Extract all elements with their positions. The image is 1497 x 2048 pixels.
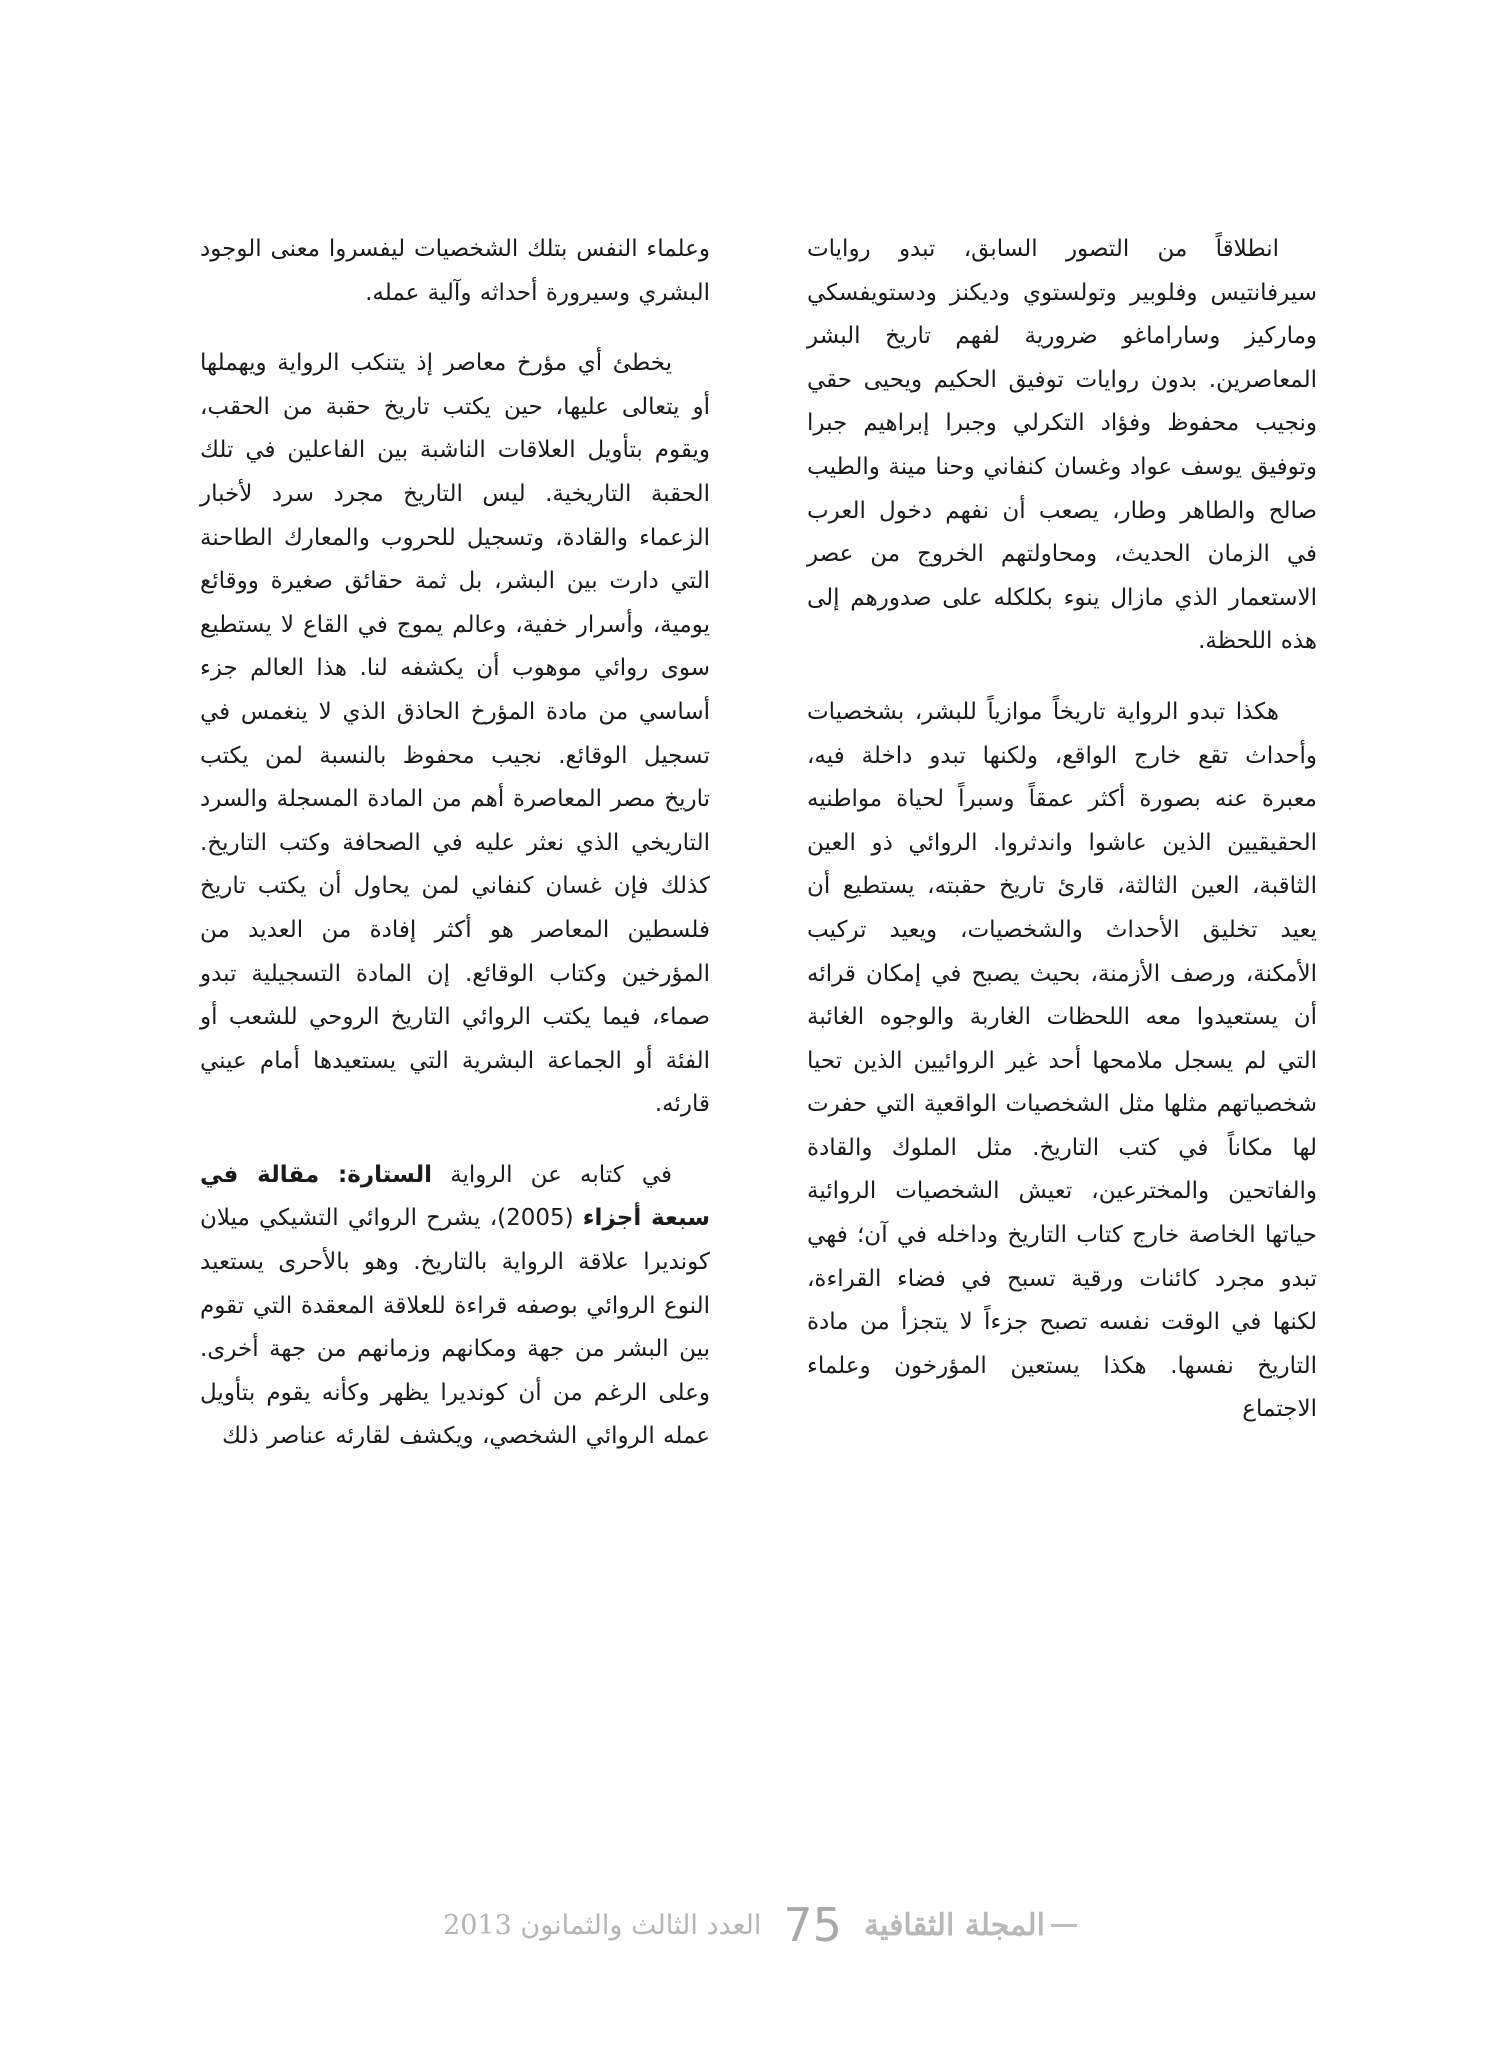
paragraph: انطلاقاً من التصور السابق، تبدو روايات سيرفانتيس وفلوبير وتولستوي وديكنز ودستويفسكي وماركيز وساراماغو ضرورية لفهم تاريخ البشر المعاصرين. بدون روايات توفيق الحكيم ويحيى حقي ونجيب محفوظ وفؤاد التكرلي وجبرا إبراهيم جبرا وتوفيق يوسف عواد وغسان كنفاني وحنا مينة والطيب صالح والطاهر وطار، يصعب أن نفهم دخول العرب في الزمان الحديث، ومحاولتهم الخروج من عصر الاستعمار الذي مازال ينوء بكلكله على صدورهم إلى هذه اللحظة. [807, 236, 1317, 655]
left-column [200, 228, 710, 1486]
paragraph [200, 1154, 710, 1459]
magazine-name: المجلة الثقافية [863, 1907, 1045, 1943]
paragraph: يخطئ أي مؤرخ معاصر إذ يتنكب الرواية ويهملها أو يتعالى عليها، حين يكتب تاريخ حقبة من الحقب، ويقوم بتأويل العلاقات الناشبة بين الفاعلين في تلك الحقبة التاريخية. ليس التاريخ مجرد سرد لأخبار الزعماء والقادة، وتسجيل للحروب والمعارك الطاحنة التي دارت بين البشر، بل ثمة حقائق صغيرة ووقائع يومية، وأسرار خفية، وعالم يموج في القاع لا يستطيع سوى روائي موهوب أن يكشفه لنا. هذا العالم جزء أساسي من مادة المؤرخ الحاذق الذي لا ينغمس في تسجيل الوقائع. نجيب محفوظ بالنسبة لمن يكتب تاريخ مصر المعاصرة أهم من المادة المسجلة والسرد التاريخي الذي نعثر عليه في الصحافة وكتب التاريخ. كذلك فإن غسان كنفاني لمن يحاول أن يكتب تاريخ فلسطين المعاصر هو أكثر إفادة من العديد من المؤرخين وكتاب الوقائع. إن المادة التسجيلية تبدو صماء، فيما يكتب الروائي التاريخ الروحي للشعب أو الفئة أو الجماعة البشرية التي يستعيدها أمام عيني قارئه. [200, 350, 710, 1118]
book-title: الستارة: مقالة في سبعة أجزاء [200, 1161, 710, 1232]
right-column [807, 228, 1317, 1459]
paragraph-text: (2005)، يشرح الروائي التشيكي ميلان كونديرا علاقة الرواية بالتاريخ. وهو بالأحرى يستعيد النوع الروائي بوصفه قراءة للعلاقة المعقدة التي تقوم بين البشر من جهة ومكانهم وزمانهم من جهة أخرى. وعلى الرغم من أن كونديرا يظهر وكأنه يقوم بتأويل عمله الروائي الشخصي، ويكشف لقارئه عناصر ذلك [200, 1205, 710, 1450]
paragraph: وعلماء النفس بتلك الشخصيات ليفسروا معنى الوجود البشري وسيرورة أحداثه وآلية عمله. [200, 236, 710, 306]
magazine-logo [864, 1908, 1077, 1943]
paragraph-prefix: في كتابه عن الرواية [432, 1161, 673, 1188]
page-number: 75 [783, 1898, 842, 1952]
logo-rule [1051, 1924, 1077, 1927]
page-footer [430, 1895, 1090, 1955]
paragraph: هكذا تبدو الرواية تاريخاً موازياً للبشر، بشخصيات وأحداث تقع خارج الواقع، ولكنها تبدو داخلة فيه، معبرة عنه بصورة أكثر عمقاً وسبراً لحياة مواطنيه الحقيقيين الذين عاشوا واندثروا. الروائي ذو العين الثاقبة، العين الثالثة، قارئ تاريخ حقبته، يستطيع أن يعيد تخليق الأحداث والشخصيات، ويعيد تركيب الأمكنة، ورصف الأزمنة، بحيث يصبح في إمكان قرائه أن يستعيدوا معه اللحظات الغاربة والوجوه الغائبة التي لم يسجل ملامحها أحد غير الروائيين الذين تحيا شخصياتهم مثلها مثل الشخصيات الواقعية التي حفرت لها مكاناً في كتب التاريخ. مثل الملوك والقادة والفاتحين والمخترعين، تعيش الشخصيات الروائية حياتها الخاصة خارج كتاب التاريخ وداخله في آن؛ فهي تبدو مجرد كائنات ورقية تسبح في فضاء القراءة، لكنها في الوقت نفسه تصبح جزءاً لا يتجزأ من مادة التاريخ نفسها. هكذا يستعين المؤرخون وعلماء الاجتماع [807, 698, 1317, 1423]
issue-label: العدد الثالث والثمانون 2013 [443, 1909, 762, 1941]
